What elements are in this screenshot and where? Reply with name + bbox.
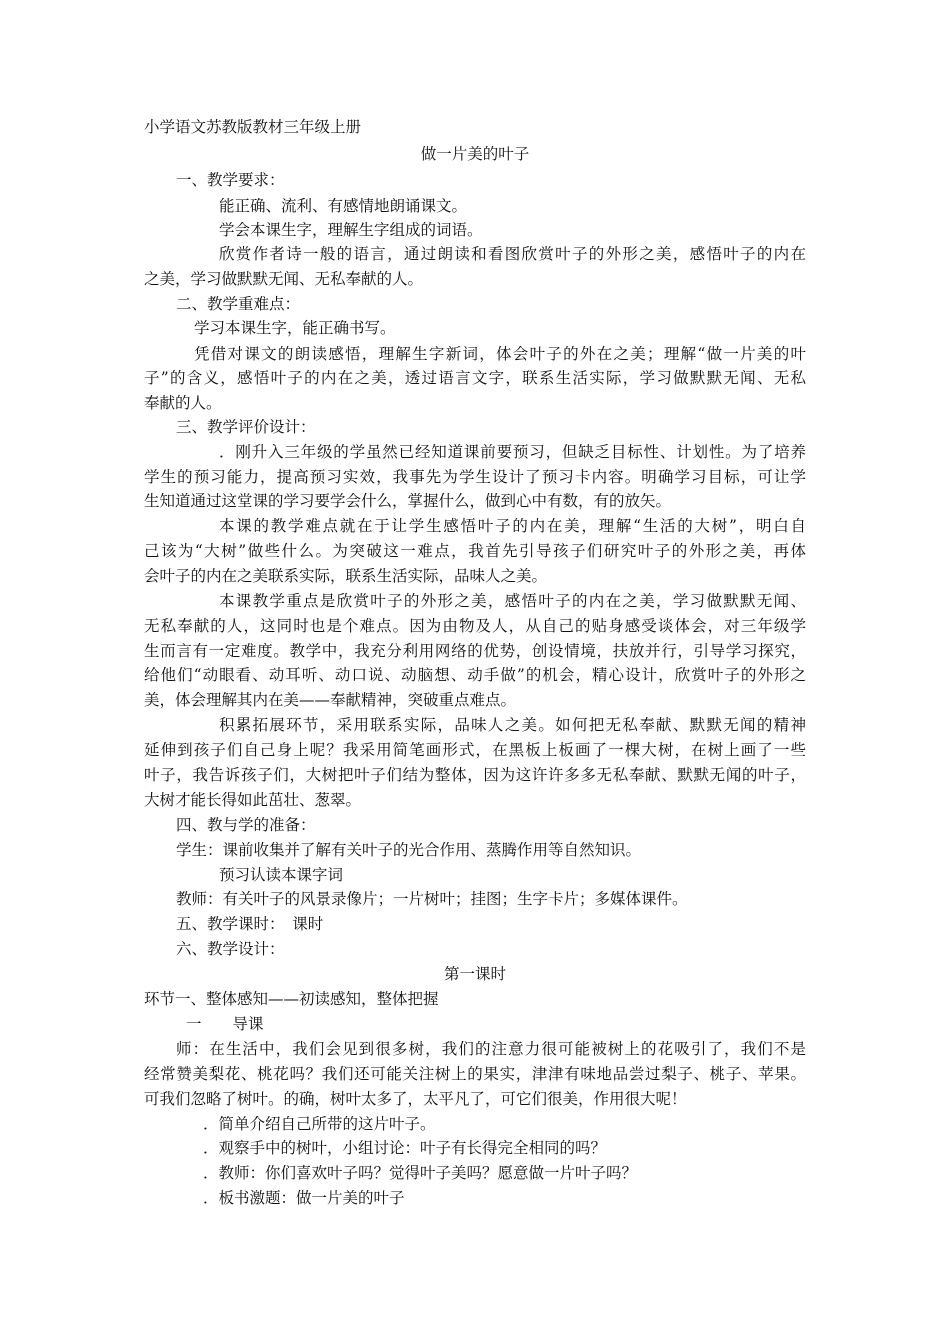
paragraph-line: 奉献的人。 — [144, 394, 222, 412]
paragraph-line: 凭借对课文的朗读感悟，理解生字新词，体会叶子的外在之美；理解“做一片美的叶 — [194, 345, 806, 363]
paragraph: 学会本课生字，理解生字组成的词语。 — [219, 221, 483, 239]
list-item: ．教师：你们喜欢叶子吗？觉得叶子美吗？愿意做一片叶子吗？ — [203, 1164, 638, 1182]
paragraph-line: 师：在生活中，我们会见到很多树，我们的注意力很可能被树上的花吸引了，我们不是 — [176, 1040, 806, 1058]
paragraph: 学生：课前收集并了解有关叶子的光合作用、蒸腾作用等自然知识。 — [176, 841, 642, 859]
paragraph-line: 延伸到孩子们自己身上呢？我采用简笔画形式，在黑板上板画了一棵大树，在树上画了一些 — [144, 741, 806, 759]
section-heading: 四、教与学的准备： — [176, 816, 316, 834]
paragraph-line: 己该为“大树”做些什么。为突破这一难点，我首先引导孩子们研究叶子的外形之美，再体 — [144, 542, 806, 560]
paragraph-line: 叶子，我告诉孩子们，大树把叶子们结为整体，因为这许许多多无私奉献、默默无闻的叶子， — [144, 766, 806, 784]
paragraph-line: 之美，学习做默默无闻、无私奉献的人。 — [144, 270, 424, 288]
paragraph-line: 经常赞美梨花、桃花吗？我们还可能关注树上的果实，津津有味地品尝过梨子、桃子、苹果。 — [144, 1065, 806, 1083]
paragraph-line: 生知道通过这堂课的学习要学会什么，掌握什么，做到心中有数，有的放矢。 — [144, 492, 672, 510]
paragraph-line: 本课教学重点是欣赏叶子的外形之美，感悟叶子的内在之美，学习做默默无闻、 — [219, 592, 806, 610]
lesson-title: 第一课时 — [443, 965, 506, 983]
paragraph-line: 生而言有一定难度。教学中，我充分利用网络的优势，创设情境，扶放并行，引导学习探究， — [144, 642, 806, 660]
paragraph-line: 会叶子的内在之美联系实际，联系生活实际，品味人之美。 — [144, 567, 548, 585]
doc-title: 做一片美的叶子 — [420, 145, 530, 163]
paragraph: 预习认读本课字词 — [219, 866, 344, 884]
paragraph-line: 子”的含义，感悟叶子的内在之美，透过语言文字，联系生活实际，学习做默默无闻、无私 — [144, 369, 806, 387]
paragraph-line: ．刚升入三年级的学虽然已经知道课前要预习，但缺乏目标性、计划性。为了培养 — [219, 443, 806, 461]
paragraph-line: 本课的教学难点就在于让学生感悟叶子的内在美，理解“生活的大树”，明白自 — [219, 517, 806, 535]
paragraph: 教师：有关叶子的风景录像片；一片树叶；挂图；生字卡片；多媒体课件。 — [176, 890, 688, 908]
sub-heading: 一 导课 — [186, 1015, 264, 1033]
section-heading: 一、教学要求： — [176, 171, 285, 189]
paragraph-line: 无私奉献的人，这同时也是个难点。因为由物及人，从自己的贴身感受谈体会，对三年级学 — [144, 617, 806, 635]
paragraph-line: 给他们“动眼看、动耳听、动口说、动脑想、动手做”的机会，精心设计，欣赏叶子的外形之 — [144, 666, 806, 684]
section-heading: 二、教学重难点： — [176, 295, 301, 313]
paragraph-line: 学生的预习能力，提高预习实效，我事先为学生设计了预习卡内容。明确学习目标，可让学 — [144, 468, 806, 486]
paragraph-line: 大树才能长得如此茁壮、葱翠。 — [144, 791, 362, 809]
section-heading: 六、教学设计： — [176, 940, 285, 958]
section-heading: 三、教学评价设计： — [176, 418, 316, 436]
list-item: ．观察手中的树叶，小组讨论：叶子有长得完全相同的吗？ — [203, 1139, 607, 1157]
paragraph-line: 欣赏作者诗一般的语言，通过朗读和看图欣赏叶子的外形之美，感悟叶子的内在 — [219, 245, 806, 263]
section-heading: 五、教学课时： 课时 — [176, 915, 324, 933]
paragraph-line: 美，体会理解其内在美——奉献精神，突破重点难点。 — [144, 691, 517, 709]
paragraph: 能正确、流利、有感情地朗诵课文。 — [219, 197, 468, 215]
paragraph-line: 可我们忽略了树叶。的确，树叶太多了，太平凡了，可它们很美，作用很大呢！ — [144, 1090, 687, 1108]
paragraph: 学习本课生字，能正确书写。 — [194, 319, 396, 337]
doc-header: 小学语文苏教版教材三年级上册 — [144, 118, 362, 136]
stage-heading: 环节一、整体感知——初读感知，整体把握 — [144, 990, 439, 1008]
list-item: ．简单介绍自己所带的这片叶子。 — [203, 1115, 436, 1133]
paragraph-line: 积累拓展环节，采用联系实际，品味人之美。如何把无私奉献、默默无闻的精神 — [219, 716, 806, 734]
list-item: ．板书激题：做一片美的叶子 — [203, 1189, 405, 1207]
